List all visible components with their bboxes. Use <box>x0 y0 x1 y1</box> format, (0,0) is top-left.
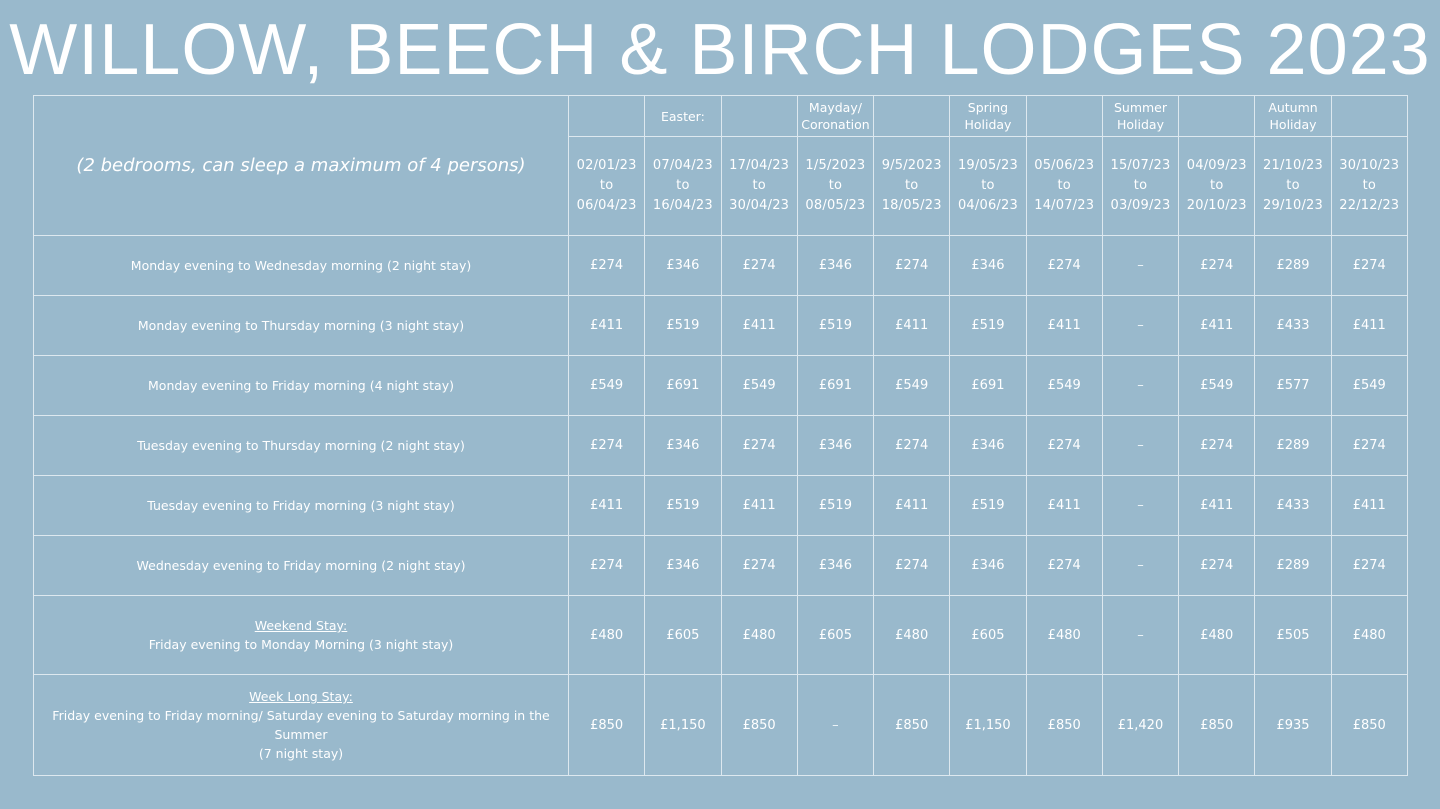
period-name: Spring Holiday <box>950 96 1026 137</box>
price-cell: £274 <box>1331 416 1407 476</box>
price-cell: £519 <box>950 296 1026 356</box>
date-to: 06/04/23 <box>576 198 637 213</box>
period-header-row <box>34 96 1408 137</box>
price-cell: £274 <box>721 536 797 596</box>
date-to: 29/10/23 <box>1263 198 1324 213</box>
date-range <box>645 137 721 236</box>
price-cell: £411 <box>874 476 950 536</box>
date-to-word: to <box>1362 178 1377 193</box>
date-to-word: to <box>1133 178 1148 193</box>
table-row <box>34 536 1408 596</box>
price-cell: £519 <box>797 296 873 356</box>
price-cell: – <box>1102 416 1178 476</box>
price-cell: £850 <box>1331 675 1407 776</box>
price-cell: £480 <box>874 596 950 675</box>
price-cell: £850 <box>1026 675 1102 776</box>
stay-note: (7 night stay) <box>258 746 344 761</box>
price-cell: £274 <box>569 536 645 596</box>
price-cell: £433 <box>1255 296 1331 356</box>
price-cell: £274 <box>721 416 797 476</box>
price-table <box>33 95 1408 776</box>
date-range <box>1179 137 1255 236</box>
price-cell: – <box>1102 476 1178 536</box>
price-cell: £411 <box>721 296 797 356</box>
period-name <box>1179 96 1255 137</box>
price-cell: £935 <box>1255 675 1331 776</box>
date-range <box>1255 137 1331 236</box>
price-cell: £411 <box>1026 476 1102 536</box>
price-cell: £346 <box>950 536 1026 596</box>
price-cell: £519 <box>645 476 721 536</box>
date-to-word: to <box>1210 178 1224 193</box>
stay-description <box>34 236 569 296</box>
price-cell: £274 <box>721 236 797 296</box>
price-cell: £411 <box>721 476 797 536</box>
date-to-word: to <box>752 178 766 193</box>
table-row <box>34 296 1408 356</box>
date-from: 02/01/23 <box>576 158 637 173</box>
price-cell: £519 <box>950 476 1026 536</box>
date-range <box>1026 137 1102 236</box>
price-cell: £274 <box>1026 416 1102 476</box>
table-row <box>34 356 1408 416</box>
price-cell: £346 <box>950 236 1026 296</box>
table-row <box>34 476 1408 536</box>
price-cell: £289 <box>1255 236 1331 296</box>
stay-heading: Week Long Stay: <box>249 689 353 704</box>
price-cell: £605 <box>950 596 1026 675</box>
price-cell: £274 <box>1179 416 1255 476</box>
price-cell: £346 <box>797 236 873 296</box>
date-to: 04/06/23 <box>957 198 1018 213</box>
stay-heading: Weekend Stay: <box>254 618 348 633</box>
price-cell: £1,420 <box>1102 675 1178 776</box>
stay-description <box>34 536 569 596</box>
price-cell: £433 <box>1255 476 1331 536</box>
stay-description <box>34 596 569 675</box>
date-from: 17/04/23 <box>729 158 790 173</box>
price-cell: £1,150 <box>645 675 721 776</box>
price-cell: £480 <box>1179 596 1255 675</box>
date-from: 1/5/2023 <box>805 158 866 173</box>
stay-description <box>34 476 569 536</box>
price-cell: £605 <box>797 596 873 675</box>
price-cell: £850 <box>569 675 645 776</box>
price-cell: £505 <box>1255 596 1331 675</box>
price-cell: £549 <box>721 356 797 416</box>
price-cell: – <box>797 675 873 776</box>
date-range <box>874 137 950 236</box>
price-cell: £346 <box>950 416 1026 476</box>
date-from: 04/09/23 <box>1186 158 1247 173</box>
date-to: 18/05/23 <box>881 198 942 213</box>
price-cell: £274 <box>874 236 950 296</box>
date-to-word: to <box>1057 178 1071 193</box>
price-cell: £519 <box>797 476 873 536</box>
stay-description <box>34 356 569 416</box>
price-cell: £480 <box>721 596 797 675</box>
price-cell: £850 <box>721 675 797 776</box>
price-cell: £274 <box>1331 536 1407 596</box>
price-cell: – <box>1102 296 1178 356</box>
price-cell: £480 <box>1026 596 1102 675</box>
price-cell: £691 <box>797 356 873 416</box>
date-from: 19/05/23 <box>957 158 1018 173</box>
date-range <box>721 137 797 236</box>
price-cell: £411 <box>1026 296 1102 356</box>
price-cell: £274 <box>1026 236 1102 296</box>
date-to-word: to <box>828 178 843 193</box>
date-from: 9/5/2023 <box>881 158 942 173</box>
date-to-word: to <box>599 178 614 193</box>
date-range <box>569 137 645 236</box>
price-cell: £411 <box>569 476 645 536</box>
price-cell: – <box>1102 536 1178 596</box>
date-to: 30/04/23 <box>729 198 790 213</box>
page-title: WILLOW, BEECH & BIRCH LODGES 2023 <box>9 10 1431 90</box>
price-cell: £519 <box>645 296 721 356</box>
period-name: Autumn Holiday <box>1255 96 1331 137</box>
stay-label: Monday evening to Friday morning (4 night stay) <box>148 378 454 393</box>
price-cell: £346 <box>645 236 721 296</box>
table-row <box>34 236 1408 296</box>
period-name <box>721 96 797 137</box>
date-from: 21/10/23 <box>1263 158 1324 173</box>
date-range <box>1331 137 1407 236</box>
date-from: 15/07/23 <box>1110 158 1171 173</box>
period-name <box>1331 96 1407 137</box>
date-to: 08/05/23 <box>805 198 866 213</box>
price-cell: £850 <box>1179 675 1255 776</box>
price-cell: £289 <box>1255 416 1331 476</box>
price-cell: £274 <box>874 536 950 596</box>
price-cell: £411 <box>1179 476 1255 536</box>
price-cell: £346 <box>797 416 873 476</box>
price-cell: £549 <box>874 356 950 416</box>
price-cell: – <box>1102 236 1178 296</box>
date-to: 03/09/23 <box>1110 198 1171 213</box>
price-cell: £577 <box>1255 356 1331 416</box>
stay-description <box>34 416 569 476</box>
table-header-label: (2 bedrooms, can sleep a maximum of 4 persons) <box>34 96 569 236</box>
price-cell: £346 <box>645 416 721 476</box>
price-cell: – <box>1102 596 1178 675</box>
price-cell: £274 <box>1331 236 1407 296</box>
price-cell: £411 <box>1331 296 1407 356</box>
price-cell: £411 <box>874 296 950 356</box>
price-cell: £605 <box>645 596 721 675</box>
price-cell: £274 <box>1026 536 1102 596</box>
date-to: 20/10/23 <box>1186 198 1247 213</box>
stay-label: Monday evening to Wednesday morning (2 night stay) <box>130 258 472 273</box>
price-cell: £274 <box>1179 236 1255 296</box>
date-from: 07/04/23 <box>652 158 713 173</box>
date-to-word: to <box>981 178 995 193</box>
price-cell: £549 <box>569 356 645 416</box>
price-cell: £549 <box>1179 356 1255 416</box>
price-cell: £691 <box>950 356 1026 416</box>
date-to: 16/04/23 <box>652 198 713 213</box>
stay-label: Friday evening to Monday Morning (3 night stay) <box>148 637 454 652</box>
price-cell: £411 <box>1331 476 1407 536</box>
price-cell: £411 <box>1179 296 1255 356</box>
stay-label: Wednesday evening to Friday morning (2 night stay) <box>136 558 466 573</box>
price-cell: £274 <box>569 236 645 296</box>
stay-description <box>34 675 569 776</box>
price-cell: £1,150 <box>950 675 1026 776</box>
price-cell: £274 <box>874 416 950 476</box>
stay-label: Tuesday evening to Thursday morning (2 night stay) <box>137 438 465 453</box>
price-cell: £289 <box>1255 536 1331 596</box>
date-range <box>797 137 873 236</box>
price-cell: £549 <box>1026 356 1102 416</box>
date-to: 22/12/23 <box>1339 198 1400 213</box>
price-cell: – <box>1102 356 1178 416</box>
period-name: Summer Holiday <box>1102 96 1178 137</box>
price-cell: £346 <box>797 536 873 596</box>
period-name <box>874 96 950 137</box>
stay-description <box>34 296 569 356</box>
period-name: Mayday/ Coronation <box>797 96 873 137</box>
price-cell: £274 <box>569 416 645 476</box>
date-to-word: to <box>1286 178 1300 193</box>
table-row <box>34 596 1408 675</box>
period-name <box>1026 96 1102 137</box>
table-row <box>34 675 1408 776</box>
price-cell: £691 <box>645 356 721 416</box>
period-name: Easter: <box>645 96 721 137</box>
stay-label: Tuesday evening to Friday morning (3 night stay) <box>147 498 455 513</box>
price-cell: £411 <box>569 296 645 356</box>
date-to-word: to <box>904 178 919 193</box>
period-name <box>569 96 645 137</box>
date-range <box>1102 137 1178 236</box>
price-cell: £274 <box>1179 536 1255 596</box>
date-to: 14/07/23 <box>1034 198 1095 213</box>
price-cell: £549 <box>1331 356 1407 416</box>
date-from: 05/06/23 <box>1034 158 1095 173</box>
price-cell: £480 <box>1331 596 1407 675</box>
date-to-word: to <box>676 178 690 193</box>
stay-label: Friday evening to Friday morning/ Saturday evening to Saturday morning in the Summer <box>52 708 550 742</box>
table-row <box>34 416 1408 476</box>
date-from: 30/10/23 <box>1339 158 1400 173</box>
price-cell: £850 <box>874 675 950 776</box>
stay-label: Monday evening to Thursday morning (3 night stay) <box>137 318 465 333</box>
price-cell: £480 <box>569 596 645 675</box>
date-range <box>950 137 1026 236</box>
price-cell: £346 <box>645 536 721 596</box>
